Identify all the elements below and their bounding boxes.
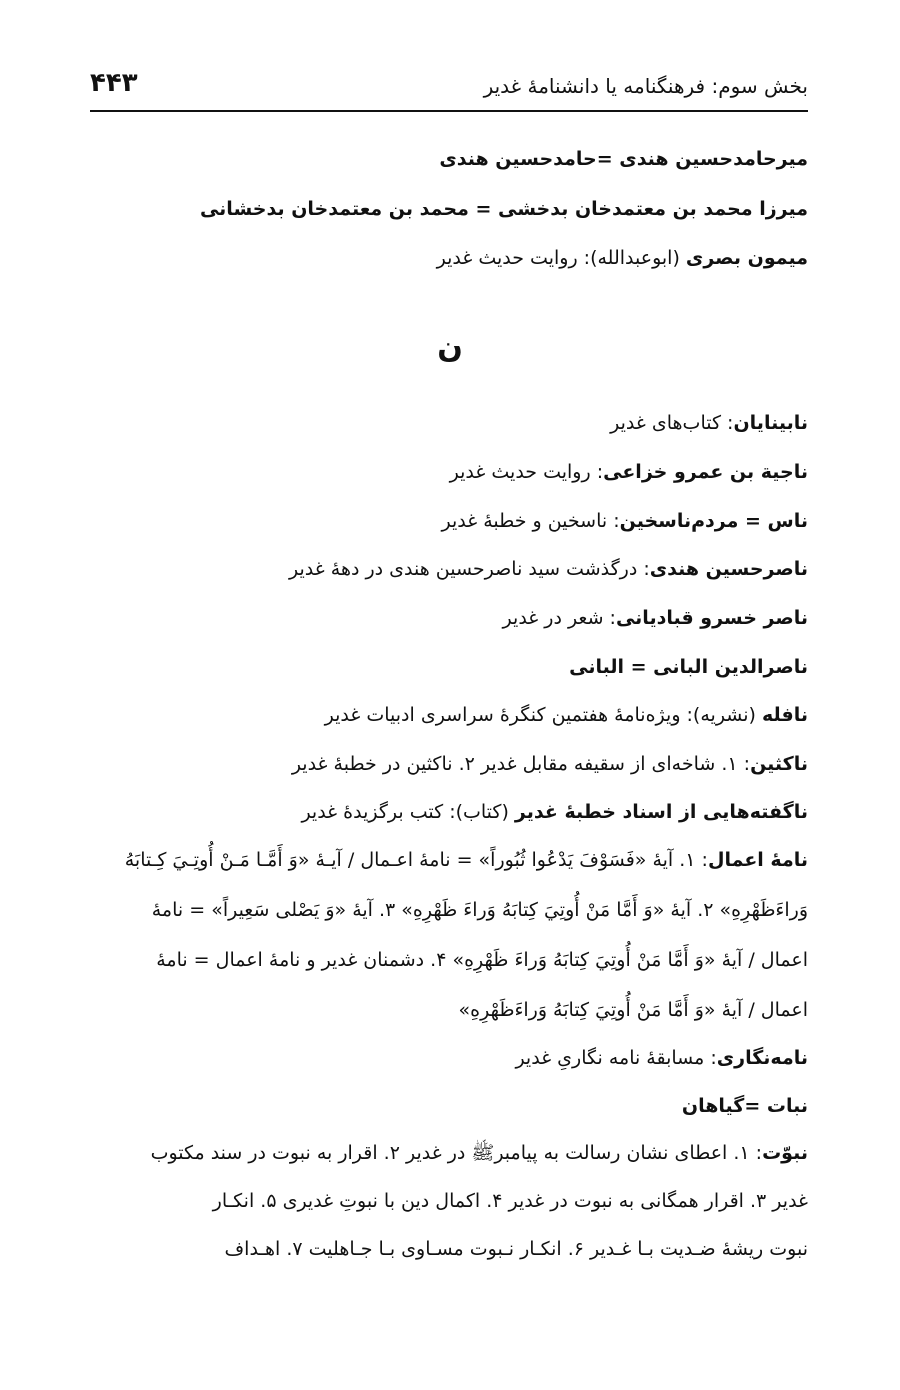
entry	[450, 459, 808, 486]
entry	[682, 1093, 808, 1120]
entry-line	[92, 847, 808, 874]
entry	[292, 751, 808, 778]
entry-head: ناجیة بن عمرو خزاعی	[603, 461, 808, 483]
entry-head: ناصرالدین البانی = البانی	[569, 656, 808, 678]
entry-body: : روایت حدیث غدیر	[449, 461, 604, 483]
entry-line: غدیر ۳. اقرار همگانی به نبوت در غدیر ۴. اکمال دین با نبوتِ غدیری ۵. انکـار	[212, 1190, 808, 1212]
entry-head: ناصرحسین هندی	[649, 558, 808, 580]
entry-line: اعمال / آیهٔ «وَ أَمَّا مَنْ أُوتِيَ كِتابَهُ وَراءَظَهْرِهِ»	[458, 999, 808, 1021]
entry-line: وَراءَظَهْرِهِ» ۲. آیهٔ «وَ أَمَّا مَنْ أُوتِيَ كِتابَهُ وَراءَ ظَهْرِهِ» ۳. آیهٔ «وَ يَصْلى سَعِيراً» = نامهٔ	[151, 899, 808, 921]
entry-body: : شعر در غدیر	[502, 607, 616, 629]
entry-line: اعمال / آیهٔ «وَ أَمَّا مَنْ أُوتِيَ كِتابَهُ وَراءَ ظَهْرِهِ» ۴. دشمنان غدیر و نامهٔ اعمال = نامهٔ	[156, 949, 808, 971]
section-letter-heading: ن	[437, 330, 463, 365]
entry-line: نبوت ریشهٔ ضـدیت بـا غـدیر ۶. انکـار نـبوت مسـاوی بـا جـاهلیت ۷. اهـداف	[224, 1238, 808, 1260]
entry	[503, 605, 808, 632]
page-number: ۴۴۳	[90, 68, 138, 98]
entry	[437, 245, 808, 272]
entry	[515, 1045, 808, 1072]
entry-body: : ناسخین و خطبهٔ غدیر	[441, 510, 620, 532]
entry-nameh-amal	[92, 847, 808, 1047]
entry-head: میرحامدحسین هندی =حامدحسین هندی	[439, 148, 808, 170]
entry-body: : ۱. شاخه‌ای از سقیفه مقابل غدیر ۲. ناکثین در خطبهٔ غدیر	[291, 753, 751, 775]
page-header	[90, 68, 808, 112]
entry-head: نامهٔ اعمال	[707, 849, 808, 871]
entry-head: نبوّت	[762, 1142, 808, 1164]
entry-head: ناگفته‌هایی از اسناد خطبهٔ غدیر	[514, 801, 808, 823]
entry	[569, 654, 808, 681]
entry-head: ناصر خسرو قبادیانی	[615, 607, 808, 629]
entry-head: نافله	[762, 704, 808, 726]
entry-body: : درگذشت سید ناصرحسین هندی در دههٔ غدیر	[289, 558, 650, 580]
entry-body: : مسابقهٔ نامه نگاریِ غدیر	[515, 1047, 717, 1069]
running-title: بخش سوم: فرهنگنامه یا دانشنامهٔ غدیر	[483, 74, 808, 98]
entry	[441, 508, 808, 535]
entry-head: ناس = مردم‌ناسخین	[619, 510, 808, 532]
entry-line	[92, 1140, 808, 1167]
entry-body: (ابوعبدالله): روایت حدیث غدیر	[436, 247, 686, 269]
entry-head: میمون بصری	[685, 247, 808, 269]
entry-head: نابینایان	[733, 412, 808, 434]
entry	[301, 799, 808, 826]
entry	[200, 196, 808, 223]
entry-body: : ۱. آیهٔ «فَسَوْفَ يَدْعُوا ثُبُوراً» = نامهٔ اعـمال / آیـهٔ «وَ أَمَّـا مَـنْ أُوتِـيَ كِـتابَهُ	[124, 849, 708, 871]
entry	[325, 702, 808, 729]
entry-body: (نشریه): ویژه‌نامهٔ هفتمین کنگرهٔ سراسری ادبیات غدیر	[324, 704, 762, 726]
entry-body: : کتاب‌های غدیر	[610, 412, 734, 434]
entry-head: ناکثین	[750, 753, 808, 775]
entry-body: : ۱. اعطای نشان رسالت به پیامبرﷺ در غدیر ۲. اقرار به نبوت در سند مکتوب	[150, 1142, 763, 1164]
entry	[289, 556, 808, 583]
entry-head: نامه‌نگاری	[716, 1047, 808, 1069]
entry-head: نبات =گیاهان	[681, 1095, 808, 1117]
entry-body: (کتاب): کتب برگزیدهٔ غدیر	[301, 801, 515, 823]
entry-nobovvat	[92, 1140, 808, 1290]
entry	[439, 146, 808, 173]
entry-head: میرزا محمد بن معتمدخان بدخشی = محمد بن معتمدخان بدخشانی	[199, 198, 808, 220]
entry	[610, 410, 808, 437]
